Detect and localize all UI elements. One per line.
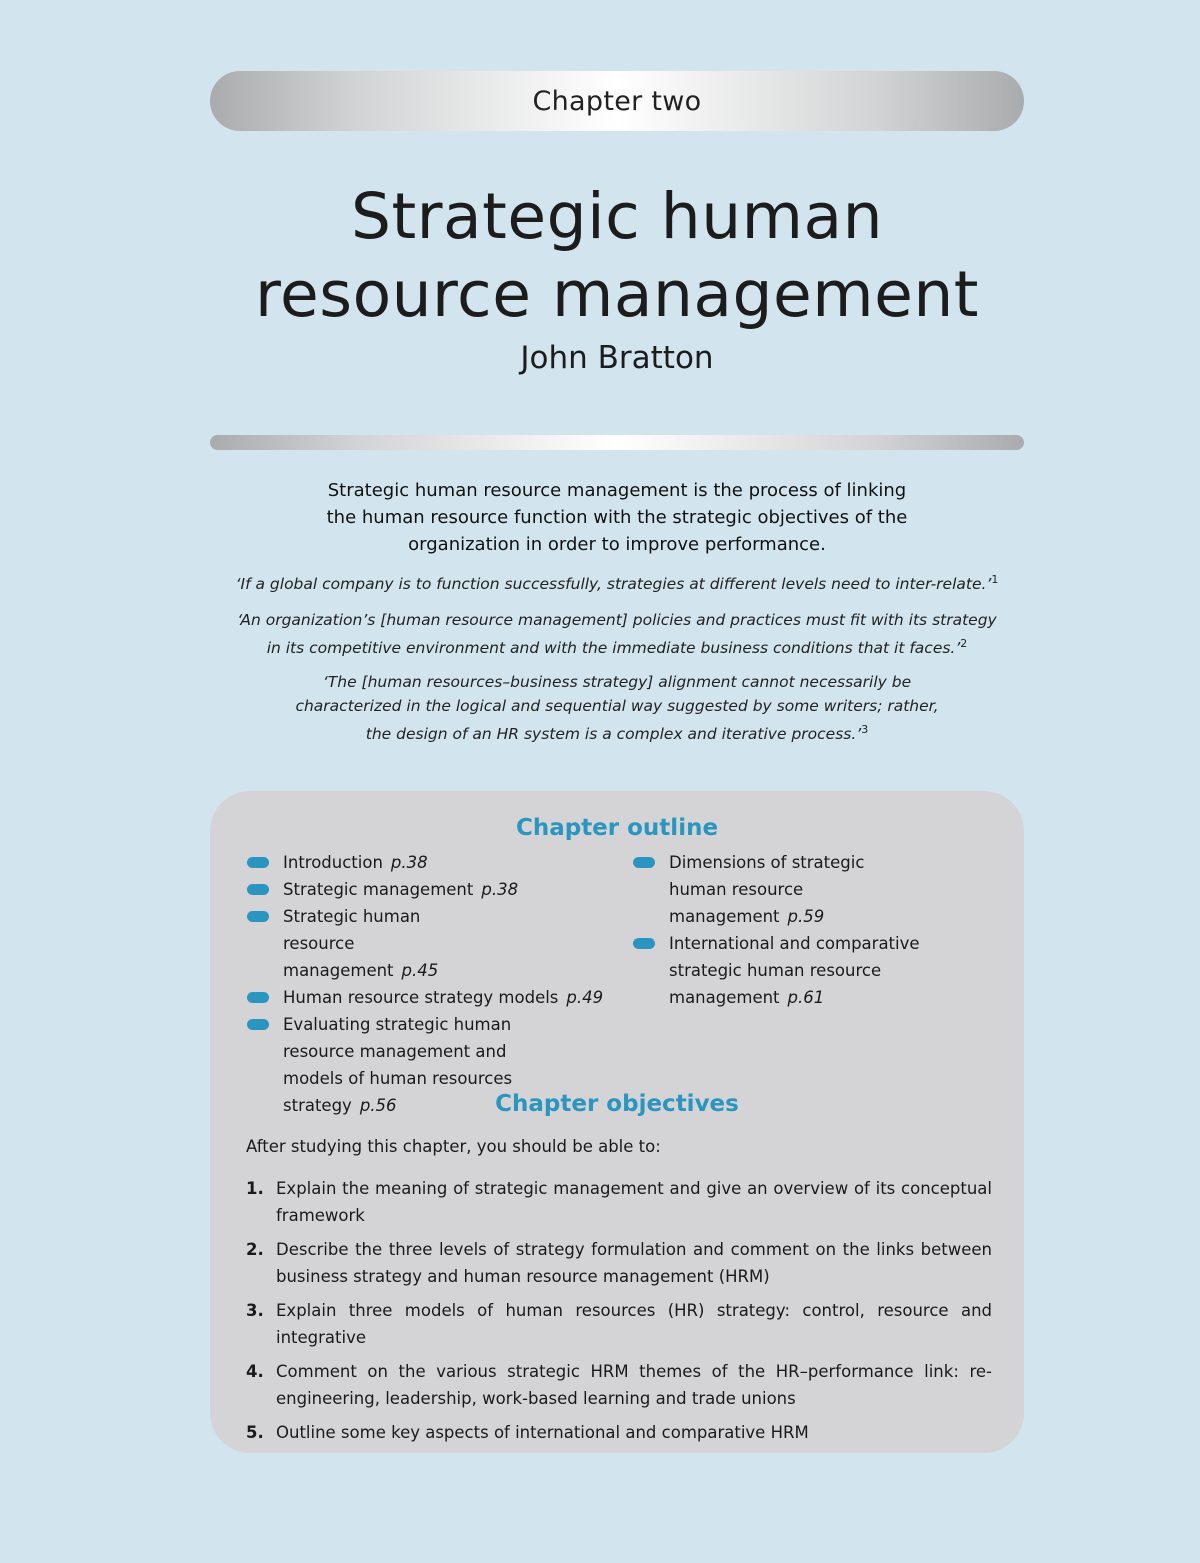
objective-text: Comment on the various strategic HRM themes of the HR–performance link: re-engineering, leadership, work-based learning and trade unions [276, 1362, 992, 1408]
bullet-icon [633, 857, 655, 868]
objective-text: Explain three models of human resources (HR) strategy: control, resource and integrative [276, 1301, 992, 1347]
outline-item-text: International and comparative strategic human resource management [669, 934, 920, 1007]
objective-item [246, 1236, 992, 1290]
objective-number: 1. [246, 1179, 264, 1198]
definition-line: the human resource function with the strategic objectives of the [326, 507, 908, 528]
objectives-list [246, 1175, 992, 1453]
epigraph-quote [230, 670, 1004, 746]
chapter-title-line: Strategic human [350, 180, 884, 253]
quote-text: in its competitive environment and with the immediate business conditions that it faces.’ [266, 639, 961, 658]
outline-item-text: Dimensions of strategic human resource management [669, 853, 865, 926]
outline-item-text: Strategic human resource management [283, 907, 421, 980]
footnote-ref: 2 [960, 637, 968, 650]
bullet-icon [247, 911, 269, 922]
footnote-ref: 3 [861, 723, 869, 736]
outline-list-right [632, 849, 982, 1011]
quote-line: ‘The [human resources–business strategy] alignment cannot necessarily be [322, 673, 912, 691]
outline-item-text: Evaluating strategic human resource management and models of human resources strategy [283, 1015, 513, 1115]
objective-number: 5. [246, 1423, 264, 1442]
objectives-heading: Chapter objectives [495, 1091, 739, 1117]
page-reference: p.45 [401, 961, 439, 980]
page-reference: p.61 [787, 988, 825, 1007]
bullet-icon [247, 992, 269, 1003]
outline-item [246, 849, 616, 876]
quote-line: characterized in the logical and sequential way suggested by some writers; rather, [295, 697, 939, 715]
quote-line [230, 718, 1004, 746]
objective-item [246, 1358, 992, 1412]
objective-item [246, 1419, 992, 1446]
definition-text [260, 477, 974, 558]
outline-item-text: Strategic management [283, 880, 474, 899]
outline-item [246, 876, 616, 903]
objective-item [246, 1297, 992, 1351]
definition-line: organization in order to improve performance. [408, 534, 826, 555]
footnote-ref: 1 [991, 573, 999, 586]
author-name: John Bratton [520, 340, 714, 376]
quote-text: the design of an HR system is a complex and iterative process.’ [365, 725, 862, 744]
chapter-banner [210, 71, 1024, 131]
objective-number: 4. [246, 1362, 264, 1381]
bullet-icon [633, 938, 655, 949]
quote-text: ‘If a global company is to function successfully, strategies at different levels need to inter-relate.’ [235, 575, 992, 594]
epigraph-quote [230, 568, 1004, 596]
chapter-label: Chapter two [532, 85, 702, 117]
objective-number: 3. [246, 1301, 264, 1320]
page-reference: p.38 [481, 880, 519, 899]
page-reference: p.38 [390, 853, 428, 872]
objective-number: 2. [246, 1240, 264, 1259]
outline-heading: Chapter outline [515, 815, 719, 841]
objective-text: Describe the three levels of strategy formulation and comment on the links between business strategy and human resource management (HRM) [276, 1240, 992, 1286]
epigraph-quote [230, 608, 1004, 660]
bullet-icon [247, 857, 269, 868]
outline-item [246, 984, 616, 1011]
quote-line [230, 568, 1004, 596]
page-reference: p.49 [566, 988, 604, 1007]
bullet-icon [247, 1019, 269, 1030]
objective-item [246, 1175, 992, 1229]
quote-line: ‘An organization’s [human resource management] policies and practices must fit with its strategy [237, 611, 997, 629]
outline-item [632, 849, 982, 930]
outline-item [632, 930, 982, 1011]
outline-item-text: Human resource strategy models [283, 988, 559, 1007]
outline-item-text: Introduction [283, 853, 383, 872]
objective-text: Explain the meaning of strategic management and give an overview of its conceptual framework [276, 1179, 992, 1225]
objective-text: Outline some key aspects of international and comparative HRM [276, 1423, 809, 1442]
chapter-title-line: resource management [254, 258, 980, 331]
bullet-icon [247, 884, 269, 895]
objectives-intro: After studying this chapter, you should be able to: [246, 1137, 661, 1156]
chapter-title [150, 178, 1084, 334]
outline-item [246, 903, 616, 984]
page-reference: p.56 [359, 1096, 397, 1115]
outline-list-left [246, 849, 616, 1119]
quote-line [230, 632, 1004, 660]
page-reference: p.59 [787, 907, 825, 926]
chapter-summary-panel [210, 791, 1024, 1453]
divider-bar [210, 435, 1024, 450]
definition-line: Strategic human resource management is the process of linking [327, 480, 907, 501]
